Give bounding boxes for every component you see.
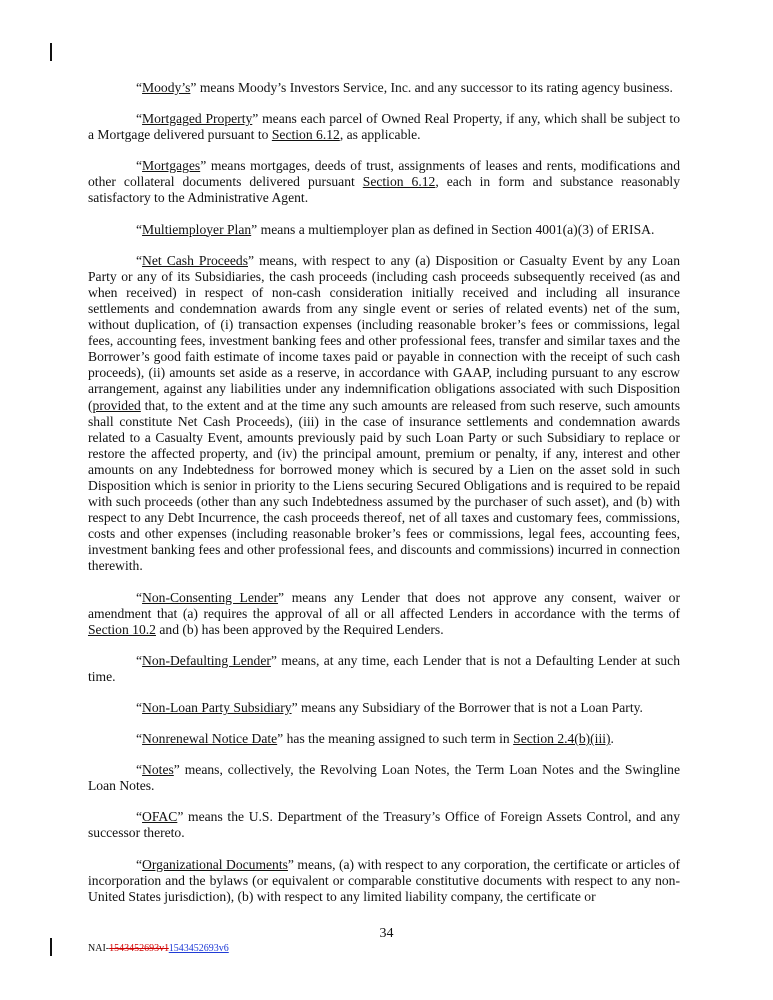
- document-id-footer: [88, 943, 229, 954]
- defined-term: Non-Loan Party Subsidiary: [142, 700, 292, 715]
- page-number: 34: [379, 926, 394, 941]
- defined-term: Net Cash Proceeds: [142, 252, 248, 268]
- change-bar-bottom: [50, 938, 52, 956]
- defined-term: Moody’s: [142, 80, 191, 95]
- definition-non-loan-party-subsidiary: “Non-Loan Party Subsidiary” means any Subsidiary of the Borrower that is not a Loan Party.: [136, 700, 643, 715]
- proviso-term: provided: [92, 397, 141, 413]
- defined-term: Non-Defaulting Lender: [142, 652, 271, 668]
- defined-term: Notes: [142, 762, 174, 778]
- definitions-body: [88, 80, 680, 905]
- definition-mortgages: “Mortgages” means mortgages, deeds of trust, assignments of leases and rents, modifications and other collateral documents delivered pursuant Section 6.12, each in form and substance reasonably satisfactory to the Administrative Agent.: [88, 158, 680, 206]
- defined-term: Non-Consenting Lender: [142, 589, 279, 605]
- section-reference: Section 2.4(b)(iii): [513, 731, 611, 747]
- definition-net-cash-proceeds: “Net Cash Proceeds” means, with respect to any (a) Disposition or Casualty Event by any Loan Party or any of its Subsidiaries, the cash proceeds (including cash proceeds subsequently received (as and when received) in respect of non-cash consideration initially received and including all insurance settlements and condemnation awards from any single event or series of related events) net of the sum, without duplication, of (i) transaction expenses (including reasonable broker’s fees or commissions, legal fees, accounting fees, investment banking fees and other professional fees, transfer and similar taxes and the Borrower’s good faith estimate of income taxes paid or payable in connection with the receipt of such cash proceeds), (ii) amounts set aside as a reserve, in accordance with GAAP, including pursuant to any escrow arrangement, against any liabilities under any indemnification obligations associated with such Disposition (provided that, to the extent and at the time any such amounts are released from such reserve, such amounts shall constitute Net Cash Proceeds), (iii) in the case of insurance settlements and condemnation awards related to a Casualty Event, amounts previously paid by such Loan Party or such Subsidiary to replace or restore the affected property, and (iv) the principal amount, premium or penalty, if any, interest and other amounts on any Indebtedness for borrowed money which is secured by a Lien on the asset sold in such Disposition which is senior in priority to the Liens securing Secured Obligations and is required to be repaid with such proceeds (other than any such Indebtedness assumed by the purchaser of such asset), and (b) with respect to any Debt Incurrence, the cash proceeds thereof, net of all taxes and customary fees, commissions, costs and other expenses (including reasonable broker’s fees or commissions, legal fees, accounting fees, investment banking fees and other professional fees, and discounts and commissions) incurred in connection therewith.: [88, 252, 680, 574]
- section-reference: Section 6.12: [362, 174, 436, 190]
- definition-multiemployer-plan: “Multiemployer Plan” means a multiemployer plan as defined in Section 4001(a)(3) of ERISA.: [136, 221, 655, 237]
- defined-term: Nonrenewal Notice Date: [142, 731, 278, 747]
- section-reference: Section 10.2: [88, 621, 156, 637]
- definition-moodys: “Moody’s” means Moody’s Investors Service, Inc. and any successor to its rating agency business.: [136, 80, 673, 95]
- inserted-doc-id: 1543452693v6: [168, 943, 229, 954]
- definition-organizational-documents: “Organizational Documents” means, (a) with respect to any corporation, the certificate or articles of incorporation and the bylaws (or equivalent or comparable constitutive documents with respect to any non-United States jurisdiction), (b) with respect to any limited liability company, the certificate or: [88, 856, 680, 904]
- definition-non-defaulting-lender: “Non-Defaulting Lender” means, at any time, each Lender that is not a Defaulting Lender at such time.: [88, 652, 680, 684]
- defined-term: Mortgages: [142, 158, 201, 174]
- definition-non-consenting-lender: “Non-Consenting Lender” means any Lender that does not approve any consent, waiver or amendment that (a) requires the approval of all or all affected Lenders in accordance with the terms of Section 10.2 and (b) has been approved by the Required Lenders.: [88, 589, 680, 637]
- defined-term: OFAC: [142, 809, 178, 825]
- definition-ofac: “OFAC” means the U.S. Department of the Treasury’s Office of Foreign Assets Control, and any successor thereto.: [88, 809, 680, 841]
- defined-term: Multiemployer Plan: [142, 221, 252, 237]
- defined-term: Mortgaged Property: [142, 111, 253, 127]
- definition-mortgaged-property: “Mortgaged Property” means each parcel of Owned Real Property, if any, which shall be subject to a Mortgage delivered pursuant to Section 6.12, as applicable.: [88, 111, 681, 143]
- footer-prefix: NAI-: [88, 943, 110, 954]
- defined-term: Organizational Documents: [142, 856, 288, 872]
- change-bar-top: [50, 43, 52, 61]
- definition-nonrenewal-notice-date: “Nonrenewal Notice Date” has the meaning assigned to such term in Section 2.4(b)(iii).: [136, 731, 614, 747]
- definition-notes: “Notes” means, collectively, the Revolving Loan Notes, the Term Loan Notes and the Swingline Loan Notes.: [88, 762, 680, 794]
- section-reference: Section 6.12: [271, 127, 340, 143]
- deleted-doc-id: 1543452693v1: [109, 943, 169, 954]
